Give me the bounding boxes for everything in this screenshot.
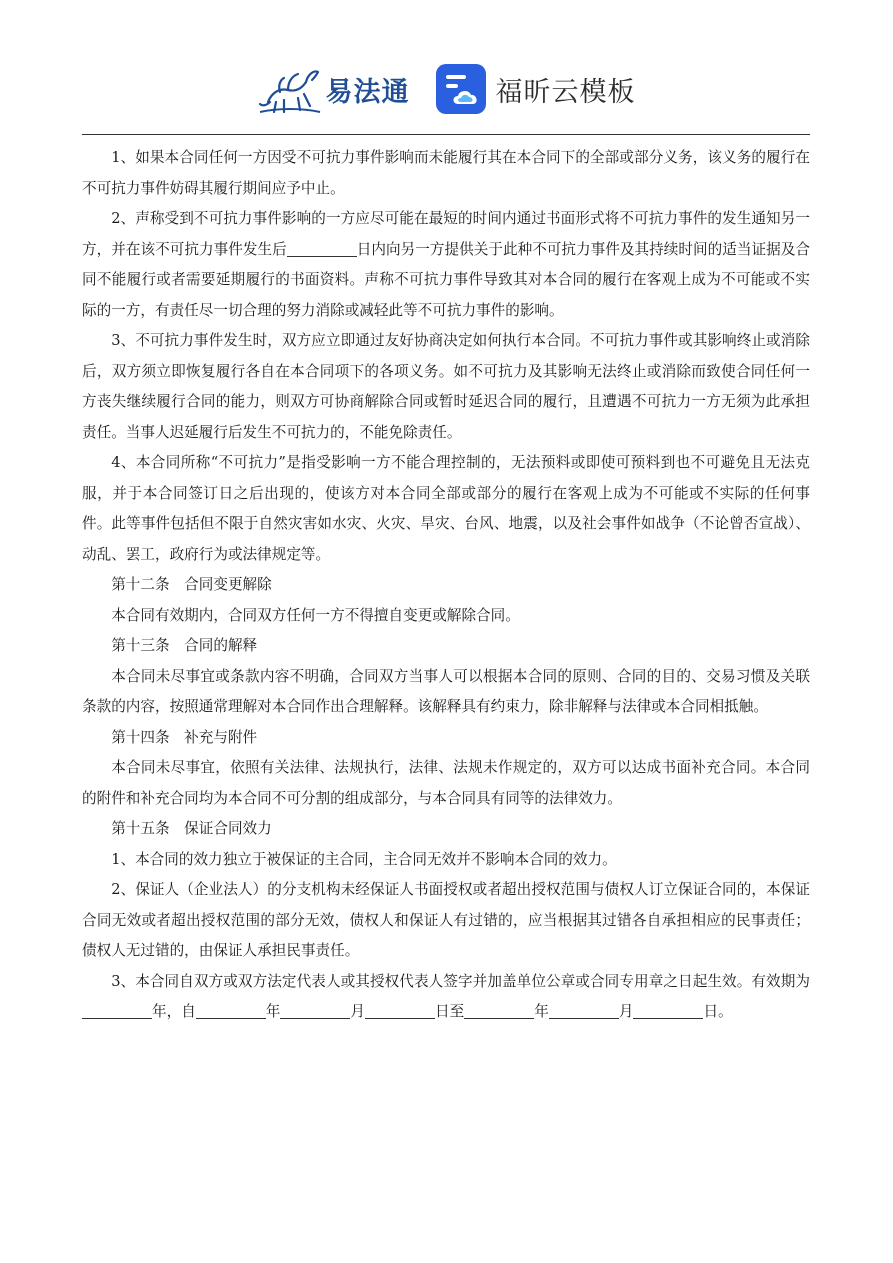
yifatong-logo-text: 易法通 [325, 76, 410, 108]
article-13-heading: 第十三条 合同的解释 [111, 637, 258, 654]
article-12-heading: 第十二条 合同变更解除 [111, 576, 272, 593]
days-blank [287, 240, 357, 257]
document-body [82, 143, 810, 1028]
end-year-blank [464, 1002, 534, 1019]
validity-text-h: 日。 [703, 1003, 733, 1020]
foxit-template-logo-text: 福昕云模板 [495, 76, 636, 108]
end-day-blank [633, 1002, 703, 1019]
force-majeure-clause-1: 1、如果本合同任何一方因受不可抗力事件影响而未能履行其在本合同下的全部或部分义务，该义务的履行在不可抗力事件妨碍其履行期间应予中止。 [82, 149, 810, 197]
validity-text-e: 日至 [435, 1003, 465, 1020]
start-month-blank [280, 1002, 350, 1019]
article-14-heading: 第十四条 补充与附件 [111, 728, 258, 746]
article-15-clause-3 [82, 967, 810, 1028]
validity-text-d: 月 [350, 1003, 366, 1020]
force-majeure-clause-2 [82, 204, 810, 326]
article-15-clause-1: 1、本合同的效力独立于被保证的主合同，主合同无效并不影响本合同的效力。 [111, 850, 617, 868]
validity-text-f: 年 [534, 1003, 549, 1020]
start-day-blank [365, 1002, 435, 1019]
force-majeure-clause-3: 3、不可抗力事件发生时，双方应立即通过友好协商决定如何执行本合同。不可抗力事件或其影响终止或消除后，双方须立即恢复履行各自在本合同项下的各项义务。如不可抗力及其影响无法终止或消除而致使合同任何一方丧失继续履行合同的能力，则双方可协商解除合同或暂时延迟合同的履行，且遭遇不可抗力一方无须为此承担责任。当事人迟延履行后发生不可抗力的，不能免除责任。 [82, 332, 810, 441]
article-13-text: 本合同未尽事宜或条款内容不明确，合同双方当事人可以根据本合同的原则、合同的目的、交易习惯及关联条款的内容，按照通常理解对本合同作出合理解释。该解释具有约束力，除非解释与法律或本合同相抵触。 [82, 667, 810, 715]
validity-years-blank [82, 1002, 152, 1019]
force-majeure-clause-4: 4、本合同所称“不可抗力”是指受影响一方不能合理控制的，无法预料或即使可预料到也不可避免且无法克服，并于本合同签订日之后出现的，使该方对本合同全部或部分的履行在客观上成为不可能或不实际的任何事件。此等事件包括但不限于自然灾害如水灾、火灾、旱灾、台风、地震，以及社会事件如战争（不论曾否宣战）、动乱、罢工，政府行为或法律规定等。 [82, 454, 810, 563]
article-15-clause-2: 2、保证人（企业法人）的分支机构未经保证人书面授权或者超出授权范围与债权人订立保证合同的，本保证合同无效或者超出授权范围的部分无效，债权人和保证人有过错的，应当根据其过错各自承担相应的民事责任；债权人无过错的，由保证人承担民事责任。 [82, 881, 810, 959]
clause-2-text-a: 2、声称受到不可抗力事件影响的一方应尽可能在最短的时间内通过书面形式将不可抗力事件的发生通知另一方，并在该不可抗力事件发生后 [82, 210, 810, 258]
article-12-text: 本合同有效期内，合同双方任何一方不得擅自变更或解除合同。 [111, 606, 520, 624]
validity-text-c: 年 [265, 1003, 281, 1020]
start-year-blank [196, 1002, 266, 1019]
yifatong-logo [258, 62, 410, 116]
page-header [0, 58, 893, 120]
article-15-heading: 第十五条 保证合同效力 [111, 820, 272, 837]
end-month-blank [549, 1002, 619, 1019]
validity-text-g: 月 [618, 1003, 634, 1020]
clause-2-text-b: 日内向另一方提供关于此种不可抗力事件及其持续时间的适当证据及合同不能履行或者需要延期履行的书面资料。声称不可抗力事件导致其对本合同的履行在客观上成为不可能或不实际的一方，有责任尽一切合理的努力消除或减轻此等不可抗力事件的影响。 [82, 240, 810, 319]
article-14-text: 本合同未尽事宜，依照有关法律、法规执行，法律、法规未作规定的，双方可以达成书面补充合同。本合同的附件和补充合同均为本合同不可分割的组成部分，与本合同具有同等的法律效力。 [82, 759, 810, 807]
validity-text-a: 3、本合同自双方或双方法定代表人或其授权代表人签字并加盖单位公章或合同专用章之日起生效。有效期为 [111, 972, 810, 990]
validity-text-b: 年，自 [152, 1003, 196, 1020]
foxit-template-logo [436, 64, 636, 114]
header-divider [82, 134, 810, 135]
cloud-document-icon [436, 64, 486, 114]
qilin-emblem-icon [258, 62, 322, 116]
